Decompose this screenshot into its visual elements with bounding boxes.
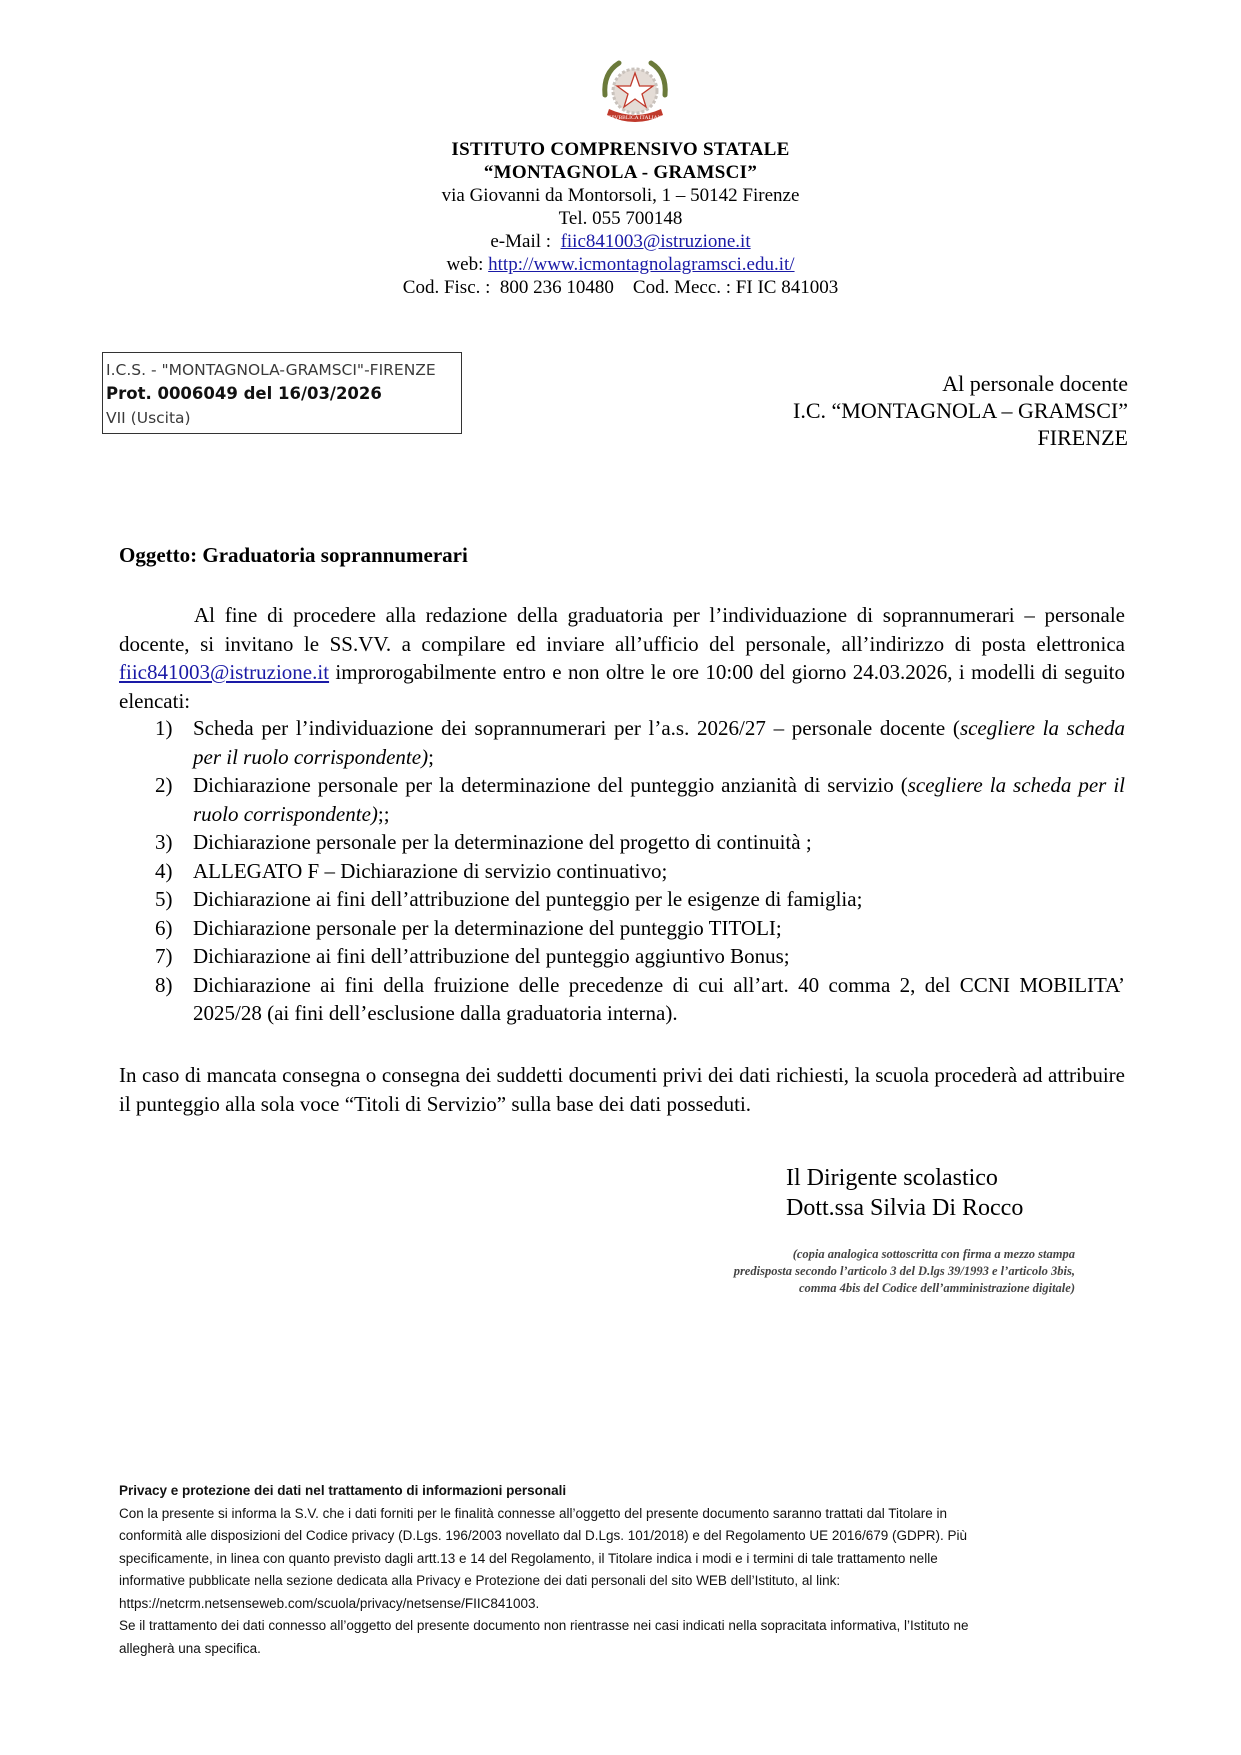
svg-text:REPVBBLICA ITALIANA: REPVBBLICA ITALIANA <box>604 115 666 121</box>
recipient-line-2: I.C. “MONTAGNOLA – GRAMSCI” <box>793 398 1128 423</box>
list-item: 7) Dichiarazione ai fini dell’attribuzione del punteggio aggiuntivo Bonus; <box>155 944 790 968</box>
signature-block <box>786 1163 1023 1223</box>
signatory-name: Dott.ssa Silvia Di Rocco <box>786 1195 1024 1221</box>
recipient-line-1: Al personale docente <box>942 371 1128 396</box>
privacy-line: conformità alle disposizioni del Codice privacy (D.Lgs. 196/2003 novellato dal D.Lgs. 101/2018) e del Regolamento UE 2016/679 (GDPR). Più <box>119 1528 967 1543</box>
privacy-line: informative pubblicate nella sezione dedicata alla Privacy e Protezione dei dati personali del sito WEB dell’Istituto, al link: <box>119 1573 841 1588</box>
italian-republic-emblem-icon <box>595 55 675 135</box>
list-item: 2) Dichiarazione personale per la determinazione del punteggio anzianità di servizio (scegliere la scheda per il ruolo corrispondente);; <box>155 773 1126 826</box>
list-item: 6) Dichiarazione personale per la determinazione del punteggio TITOLI; <box>155 915 782 940</box>
institute-type: ISTITUTO COMPRENSIVO STATALE <box>451 139 790 160</box>
subject-line: Oggetto: Graduatoria soprannumerari <box>119 543 468 567</box>
list-item: 8) Dichiarazione ai fini della fruizione delle precedenze di cui all’art. 40 comma 2, del CCNI MOBILITA’ 2025/28 (ai fini dell’esclusione dalla graduatoria interna). <box>155 972 1125 1025</box>
privacy-title: Privacy e protezione dei dati nel trattamento di informazioni personali <box>119 1483 567 1498</box>
web-label: web: <box>446 254 484 275</box>
protocol-stamp <box>102 352 462 434</box>
recipient-line-3: FIRENZE <box>1037 425 1128 450</box>
email-label: e-Mail : <box>490 231 552 252</box>
signature-legal-note: (copia analogica sottoscritta con firma a mezzo stampa predisposta secondo l’articolo 3 del D.lgs 39/1993 e l’articolo 3bis, comma 4bis del Codice dell’amministrazione digitale) <box>733 1247 1075 1295</box>
list-item: 5) Dichiarazione ai fini dell’attribuzione del punteggio per le esigenze di famiglia; <box>155 887 863 911</box>
letterhead <box>300 138 941 299</box>
list-item: 1) Scheda per l’individuazione dei soprannumerari per l’a.s. 2026/27 – personale docente (scegliere la scheda per il ruolo corrispondente); <box>155 716 1126 769</box>
privacy-link: https://netcrm.netsenseweb.com/scuola/privacy/netsense/FIIC841003. <box>119 1595 540 1611</box>
recipient-block <box>793 370 1128 451</box>
closing-paragraph: In caso di mancata consegna o consegna dei suddetti documenti privi dei dati richiesti, la scuola procederà ad attribuire il punteggio alla sola voce “Titoli di Servizio” sulla base dei dati posseduti. <box>119 1063 1125 1116</box>
required-documents-list <box>155 714 1125 1028</box>
institute-web-row <box>300 253 941 276</box>
institute-email-row <box>300 230 941 253</box>
institute-phone: Tel. 055 700148 <box>558 208 683 229</box>
list-item: 4) ALLEGATO F – Dichiarazione di servizio continuativo; <box>155 858 668 883</box>
protocol-direction: VII (Uscita) <box>106 409 191 427</box>
signatory-role: Il Dirigente scolastico <box>786 1165 998 1191</box>
institute-address: via Giovanni da Montorsoli, 1 – 50142 Firenze <box>441 185 800 206</box>
privacy-line: Con la presente si informa la S.V. che i dati forniti per le finalità connesse all’oggetto del presente documento saranno trattati dal Titolare in <box>119 1505 947 1521</box>
institute-name: “MONTAGNOLA - GRAMSCI” <box>483 162 758 183</box>
institute-web-link[interactable]: http://www.icmontagnolagramsci.edu.it/ <box>488 254 795 275</box>
privacy-line: allegherà una specifica. <box>119 1640 261 1656</box>
privacy-line: Se il trattamento dei dati connesso all’oggetto del presente documento non rientrasse nei casi indicati nella sopracitata informativa, l’Istituto ne <box>119 1618 969 1633</box>
protocol-number: Prot. 0006049 del 16/03/2026 <box>106 384 382 403</box>
protocol-institute: I.C.S. - "MONTAGNOLA-GRAMSCI"-FIRENZE <box>106 361 436 379</box>
privacy-notice <box>119 1480 1129 1660</box>
submission-email-link[interactable]: fiic841003@istruzione.it <box>119 660 330 684</box>
institute-email-link[interactable]: fiic841003@istruzione.it <box>560 231 751 252</box>
institute-codes: Cod. Fisc. : 800 236 10480 Cod. Mecc. : FI IC 841003 <box>402 277 839 298</box>
privacy-line: specificamente, in linea con quanto previsto dagli artt.13 e 14 del Regolamento, il Titolare indica i modi e i termini di tale trattamento nelle <box>119 1550 938 1566</box>
intro-paragraph: Al fine di procedere alla redazione della graduatoria per l’individuazione di soprannumerari – personale docente, si invitano le SS.VV. a compilare ed inviare all’ufficio del personale, all’indirizzo di posta elettronica fiic841003@istruzione.it improrogabilmente entro e non oltre le ore 10:00 del giorno 24.03.2026, i modelli di seguito elencati: <box>119 603 1125 713</box>
list-item: 3) Dichiarazione personale per la determinazione del progetto di continuità ; <box>155 830 812 854</box>
